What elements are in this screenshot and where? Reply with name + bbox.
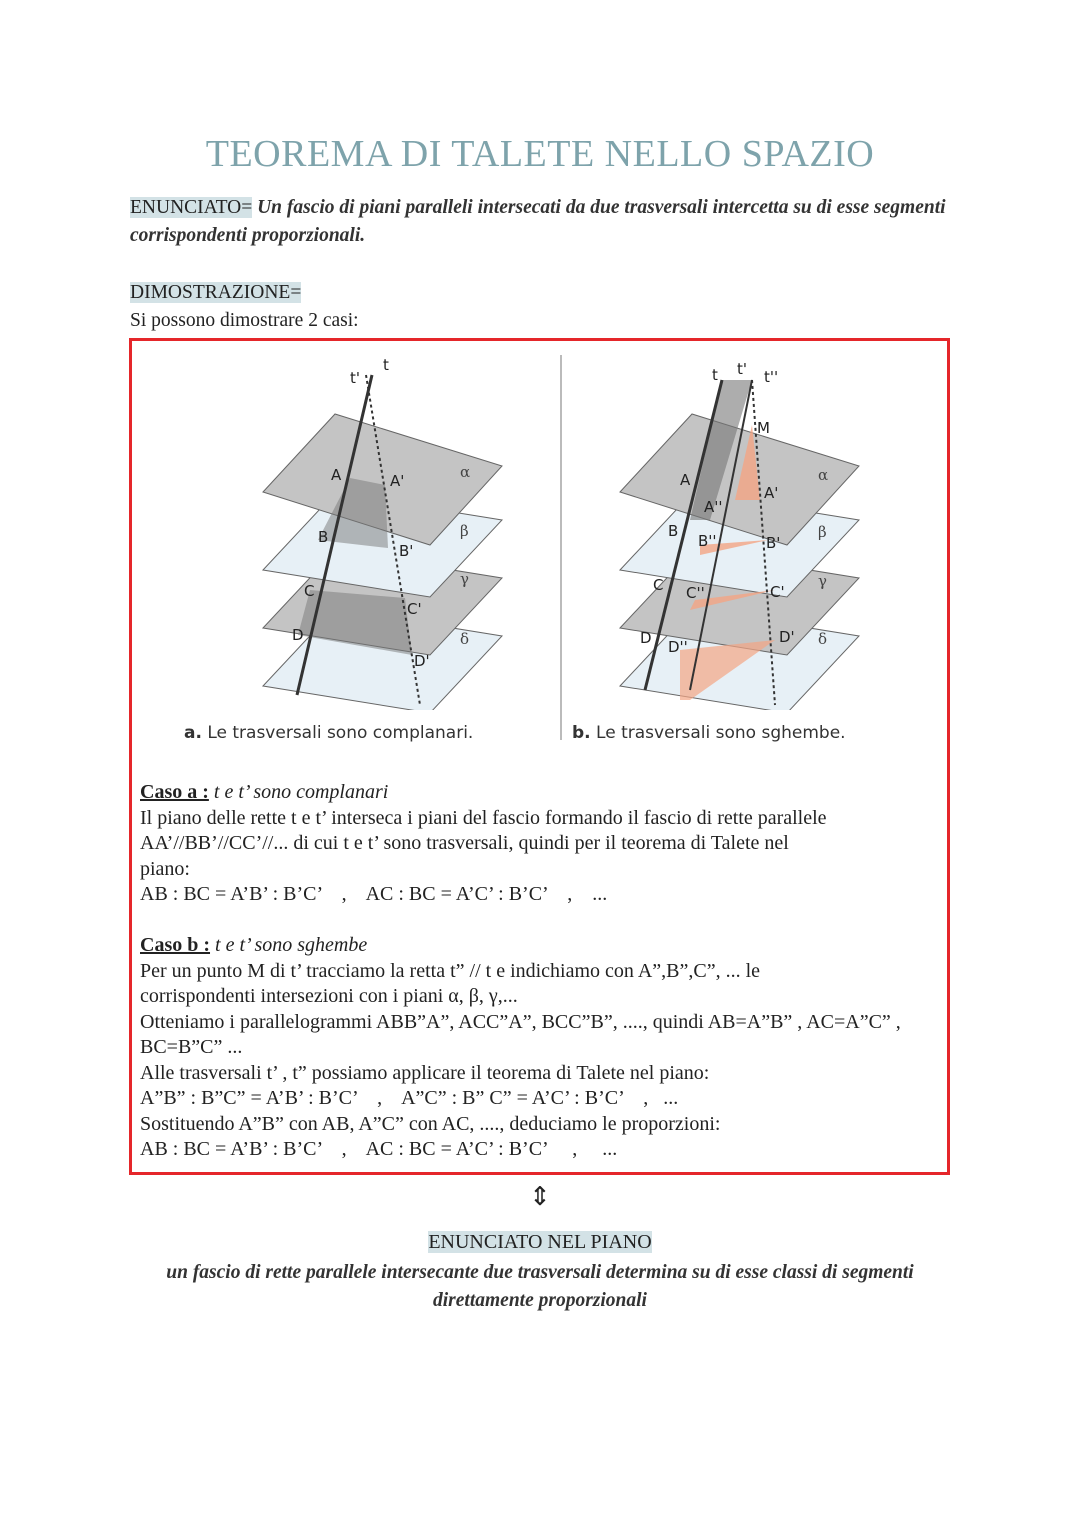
enunciato-text: Un fascio di piani paralleli intersecati da due trasversali intercetta su di esse segmenti corrispondenti proporzionali. xyxy=(130,197,946,246)
equivalence-arrow-icon: ⇕ xyxy=(529,1182,551,1212)
label-C1: C' xyxy=(770,583,785,601)
label-D2: D'' xyxy=(668,638,688,656)
label-beta: β xyxy=(818,523,827,541)
text-line: piano: xyxy=(140,857,190,880)
text-line: corrispondenti intersezioni con i piani α, β, γ,... xyxy=(140,985,518,1007)
label-gamma: γ xyxy=(460,570,469,588)
dimostrazione-block xyxy=(130,279,359,335)
label-B: B xyxy=(318,528,329,546)
label-t-prime: t' xyxy=(350,369,361,387)
label-A1: A' xyxy=(764,484,779,502)
label-C2: C'' xyxy=(686,584,705,602)
caso-b-block xyxy=(140,933,940,1163)
enunciato-label: ENUNCIATO= xyxy=(130,197,253,218)
enunciato-piano-text: un fascio di rette parallele intersecante due trasversali determina su di esse classi di segmenti direttamente proporzionali xyxy=(166,1262,914,1311)
text-line: AA’//BB’//CC’//... di cui t e t’ sono trasversali, quindi per il teorema di Talete nel xyxy=(140,832,789,854)
label-A: A xyxy=(331,466,342,484)
text-line: Otteniamo i parallelogrammi ABB”A”, ACC”A”, BCC”B”, ...., quindi AB=A”B” , AC=A”C” , xyxy=(140,1010,901,1033)
label-D1: D' xyxy=(779,628,795,646)
caption-text: Le trasversali sono sghembe. xyxy=(596,723,846,743)
text-line: BC=B”C” ... xyxy=(140,1036,243,1058)
label-M: M xyxy=(757,419,770,437)
label-A: A xyxy=(680,471,691,489)
text-line: Sostituendo A”B” con AB, A”C” con AC, ...., deduciamo le proporzioni: xyxy=(140,1112,721,1135)
label-alpha: α xyxy=(818,466,829,484)
label-B1: B' xyxy=(766,534,781,552)
caso-a-subtitle: t e t’ sono complanari xyxy=(213,781,389,803)
dimostrazione-intro: Si possono dimostrare 2 casi: xyxy=(130,310,359,331)
dimostrazione-label: DIMOSTRAZIONE= xyxy=(130,282,302,303)
caption-letter: b. xyxy=(572,723,591,743)
label-B1: B' xyxy=(399,542,414,560)
proportion-line: AB : BC = A’B’ : B’C’ , AC : BC = A’C’ : B’C’ , ... xyxy=(140,883,608,905)
label-beta: β xyxy=(460,522,469,540)
caso-b-heading: Caso b : xyxy=(140,934,211,956)
proportion-line: A”B” : B”C” = A’B’ : B’C’ , A”C” : B” C” = A’C’ : B’C’ , ... xyxy=(140,1087,679,1109)
figure-b-caption xyxy=(572,723,846,743)
label-delta: δ xyxy=(460,630,470,648)
label-gamma: γ xyxy=(818,572,827,590)
caption-letter: a. xyxy=(184,723,202,743)
label-t: t xyxy=(383,356,389,374)
page-title: TEOREMA DI TALETE NELLO SPAZIO xyxy=(205,133,875,175)
label-D: D xyxy=(292,626,304,644)
caso-a-heading: Caso a : xyxy=(140,781,209,803)
caption-text: Le trasversali sono complanari. xyxy=(207,723,474,743)
text-line: Per un punto M di t’ tracciamo la retta t” // t e indichiamo con A”,B”,C”, ... le xyxy=(140,959,761,982)
label-C1: C' xyxy=(407,600,422,618)
figure-a-diagram xyxy=(250,350,520,710)
label-t-prime: t' xyxy=(737,360,748,378)
label-delta: δ xyxy=(818,630,828,648)
figure-b-diagram xyxy=(605,350,875,710)
label-alpha: α xyxy=(460,463,471,481)
caso-a-block xyxy=(140,780,940,908)
label-D: D xyxy=(640,629,652,647)
text-line: Il piano delle rette t e t’ interseca i piani del fascio formando il fascio di rette parallele xyxy=(140,806,827,829)
label-B: B xyxy=(668,522,679,540)
enunciato-piano-label: ENUNCIATO NEL PIANO xyxy=(428,1231,652,1253)
label-B2: B'' xyxy=(698,532,717,550)
figure-a-caption xyxy=(184,723,473,743)
label-t: t xyxy=(712,366,718,384)
label-A2: A'' xyxy=(704,498,723,516)
label-A1: A' xyxy=(390,472,405,490)
text-line: Alle trasversali t’ , t” possiamo applicare il teorema di Talete nel piano: xyxy=(140,1061,710,1084)
enunciato-piano-heading xyxy=(0,1231,1080,1254)
figure-divider xyxy=(560,355,562,740)
label-C: C xyxy=(653,576,664,594)
label-D1: D' xyxy=(414,652,430,670)
caso-b-subtitle: t e t’ sono sghembe xyxy=(215,934,368,956)
proportion-line: AB : BC = A’B’ : B’C’ , AC : BC = A’C’ : B’C’ , ... xyxy=(140,1138,618,1160)
enunciato-block xyxy=(130,194,960,250)
label-t-double-prime: t'' xyxy=(764,368,779,386)
label-C: C xyxy=(304,582,315,600)
